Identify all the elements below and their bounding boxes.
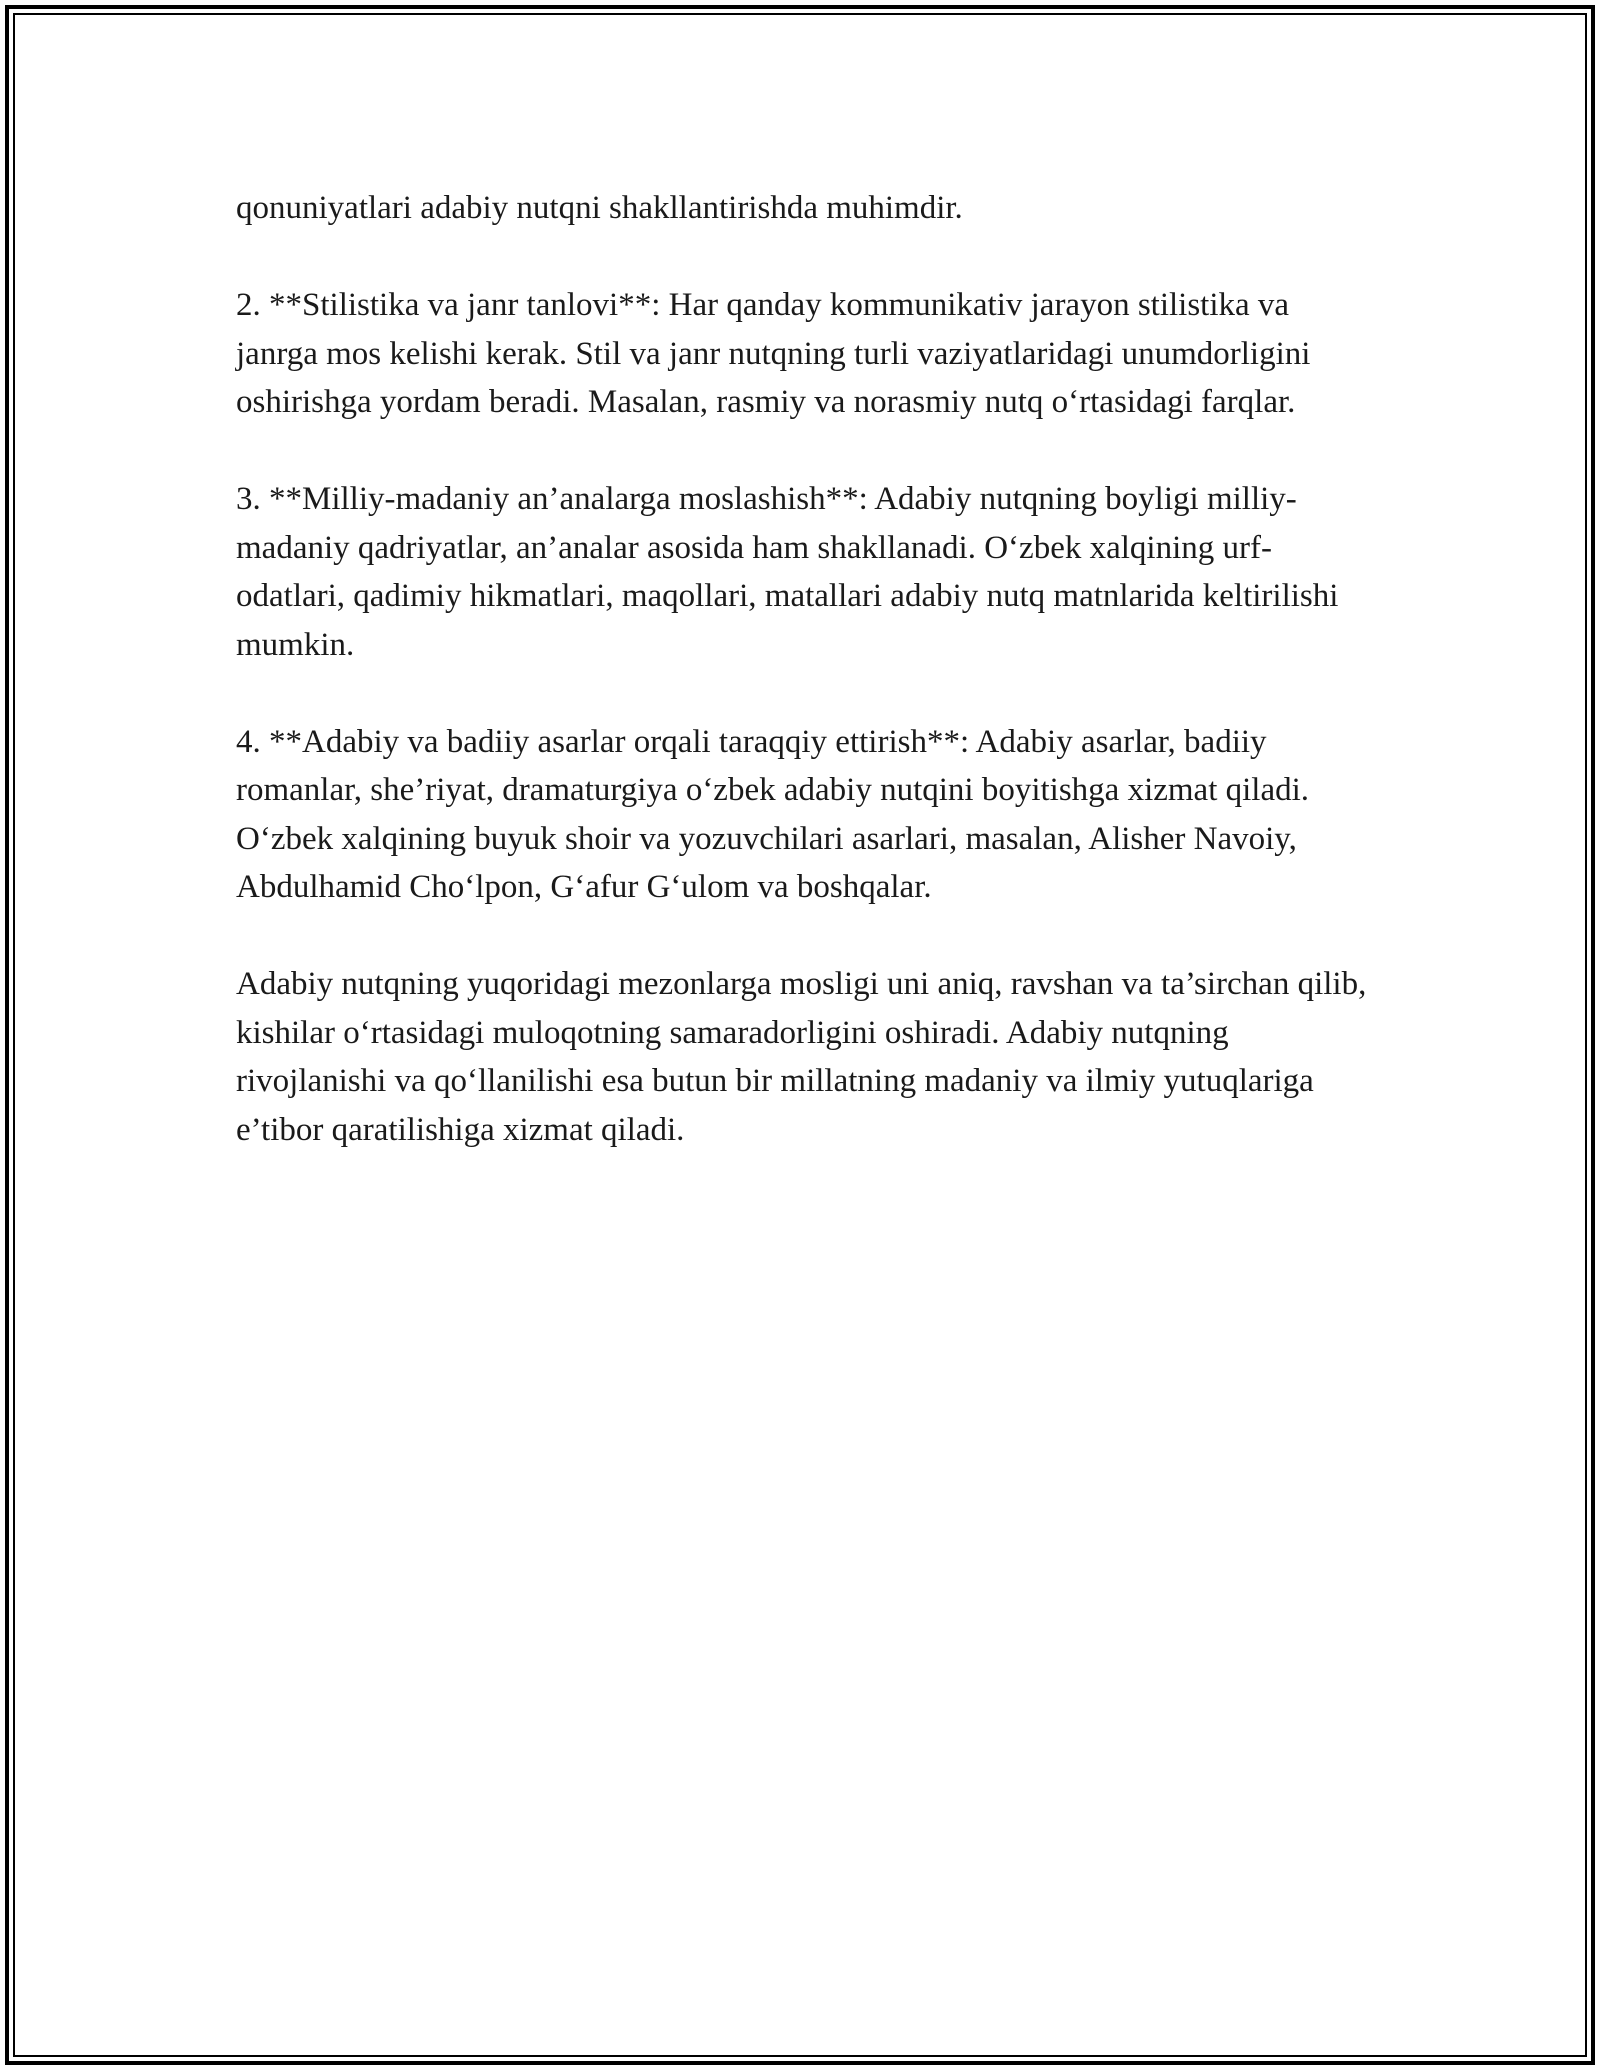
paragraph-item-4: 4. **Adabiy va badiiy asarlar orqali taraqqiy ettirish**: Adabiy asarlar, badiiy romanlar, she’riyat, dramaturgiya o‘zbek adabiy nutqini boyitishga xizmat qiladi. O‘zbek xalqining buyuk shoir va yozuvchilari asarlari, masalan, Alisher Navoiy, Abdulhamid Cho‘lpon, G‘afur G‘ulom va boshqalar. [236,723,1310,905]
paragraph-continuation: qonuniyatlari adabiy nutqni shakllantirishda muhimdir. [236,190,963,226]
paragraph-conclusion: Adabiy nutqning yuqoridagi mezonlarga mosligi uni aniq, ravshan va ta’sirchan qilib, kishilar o‘rtasidagi muloqotning samaradorligini oshiradi. Adabiy nutqning rivojlanishi va qo‘llanilishi esa butun bir millatning madaniy va ilmiy yutuqlariga e’tibor qaratilishiga xizmat qiladi. [236,966,1367,1148]
paragraph-item-3: 3. **Milliy-madaniy an’analarga moslashish**: Adabiy nutqning boyligi milliy-madaniy qadriyatlar, an’analar asosida ham shakllanadi. O‘zbek xalqining urf-odatlari, qadimiy hikmatlari, maqollari, matallari adabiy nutq matnlarida keltirilishi mumkin. [236,481,1339,663]
document-body [236,184,1376,1203]
paragraph-item-2: 2. **Stilistika va janr tanlovi**: Har qanday kommunikativ jarayon stilistika va janrga mos kelishi kerak. Stil va janr nutqning turli vaziyatlaridagi unumdorligini oshirishga yordam beradi. Masalan, rasmiy va norasmiy nutq o‘rtasidagi farqlar. [236,287,1311,420]
